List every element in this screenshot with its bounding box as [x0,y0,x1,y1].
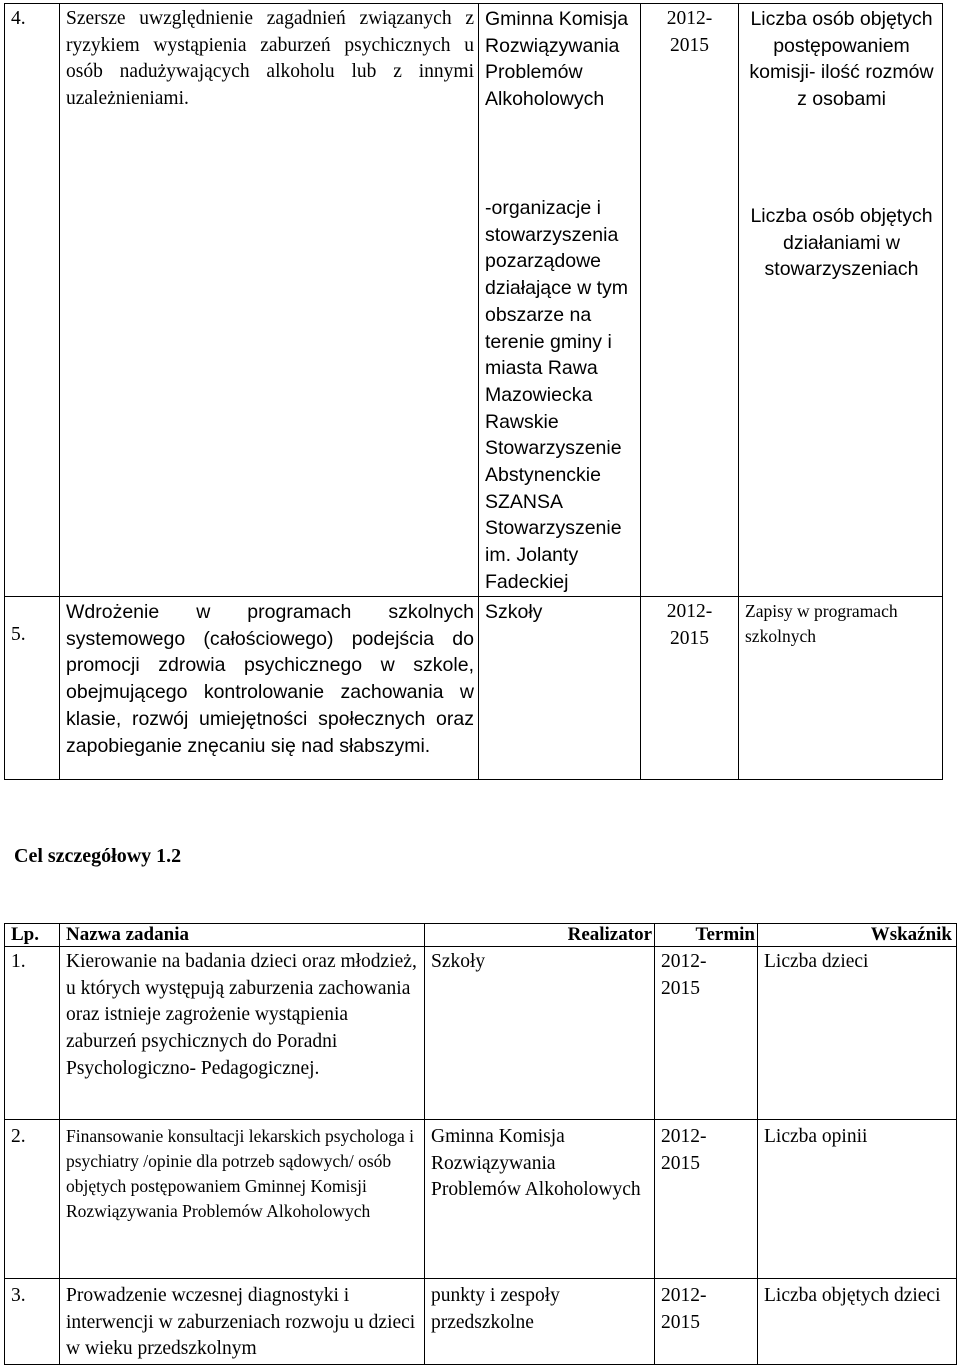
task-cell [60,597,479,780]
indicator-cell [739,4,943,597]
table-row [5,597,943,780]
term: 2012-2015 [661,1285,707,1333]
realizer: Szkoły [485,601,543,623]
realizer-cell [425,947,655,1120]
indicator-cell [758,1279,957,1365]
header-lp: Lp. [5,924,60,947]
realizer: punkty i zespoły przedszkolne [431,1285,560,1333]
indicator: Liczba opinii [764,1126,868,1147]
task-cell [60,1120,425,1279]
row-number-cell [5,1279,60,1365]
term-cell [655,1279,758,1365]
row-number-cell [5,4,60,597]
realizer-cell [479,597,641,780]
tasks-table-continued [4,3,943,780]
row-number: 1. [11,951,26,972]
row-number: 5. [11,624,26,645]
row-number-cell [5,597,60,780]
header-term: Termin [655,924,758,947]
row-number: 4. [11,8,26,29]
indicator: Liczba osób objętych postępowaniem komisji- ilość rozmów z osobami [749,8,934,111]
term-cell [655,1120,758,1279]
header-realizer: Realizator [425,924,655,947]
task-name: Szersze uwzględnienie zagadnień związanych z ryzykiem wystąpienia zaburzeń psychicznych u osób nadużywających alkoholu lub z innymi uzależnieniami. [66,8,474,110]
row-number: 3. [11,1285,26,1306]
term: 2012-2015 [661,951,707,999]
realizer: Szkoły [431,951,486,972]
row-number: 2. [11,1126,26,1147]
term-cell [641,4,739,597]
table-row [5,947,957,1120]
indicator: Liczba dzieci [764,951,869,972]
indicator: Zapisy w programach szkolnych [745,601,898,646]
row-number-cell [5,1120,60,1279]
task-name: Wdrożenie w programach szkolnych systemowego (całościowego) podejścia do promocji zdrowia psychicznego w szkole, obejmującego kontrolowanie zachowania w klasie, rozwój umiejętności społecznych oraz zapobieganie znęcaniu się nad słabszymi. [66,601,474,757]
table-header-row [5,924,957,947]
header-task: Nazwa zadania [60,924,425,947]
realizer-cell [479,4,641,597]
term-cell [641,597,739,780]
table-row [5,4,943,597]
task-cell [60,947,425,1120]
table-row [5,1120,957,1279]
task-name: Kierowanie na badania dzieci oraz młodzież, u których występują zaburzenia zachowania oraz istnieje zagrożenie wystąpienia zaburzeń psychicznych do Poradni Psychologiczno- Pedagogicznej. [66,951,417,1079]
task-cell [60,4,479,597]
indicator: Liczba objętych dzieci [764,1285,941,1306]
realizer-cell [425,1120,655,1279]
tasks-table [4,923,957,1365]
indicator-cell [758,947,957,1120]
realizer: Gminna Komisja Rozwiązywania Problemów Alkoholowych [485,8,629,111]
indicator-extra: Liczba osób objętych działaniami w stowarzyszeniach [750,205,933,281]
realizer: Gminna Komisja Rozwiązywania Problemów Alkoholowych [431,1126,641,1201]
header-indicator: Wskaźnik [758,924,957,947]
task-cell [60,1279,425,1365]
indicator-cell [739,597,943,780]
table-row [5,1279,957,1365]
term: 2012-2015 [666,8,713,56]
indicator-cell [758,1120,957,1279]
realizer-cell [425,1279,655,1365]
term: 2012-2015 [666,601,713,649]
task-name: Finansowanie konsultacji lekarskich psychologa i psychiatry /opinie dla potrzeb sądowych/ osób objętych postępowaniem Gminnej Komisji Rozwiązywania Problemów Alkoholowych [66,1126,414,1221]
row-number-cell [5,947,60,1120]
realizer-extra: -organizacje i stowarzyszenia pozarządowe działające w tym obszarze na terenie gminy i miasta Rawa Mazowiecka Rawskie Stowarzyszenie Abstynenckie SZANSA Stowarzyszenie im. Jolanty Fadeckiej [485,197,629,593]
term: 2012-2015 [661,1126,707,1174]
term-cell [655,947,758,1120]
section-title: Cel szczegółowy 1.2 [14,845,182,867]
task-name: Prowadzenie wczesnej diagnostyki i interwencji w zaburzeniach rozwoju u dzieci w wieku przedszkolnym [66,1285,416,1360]
